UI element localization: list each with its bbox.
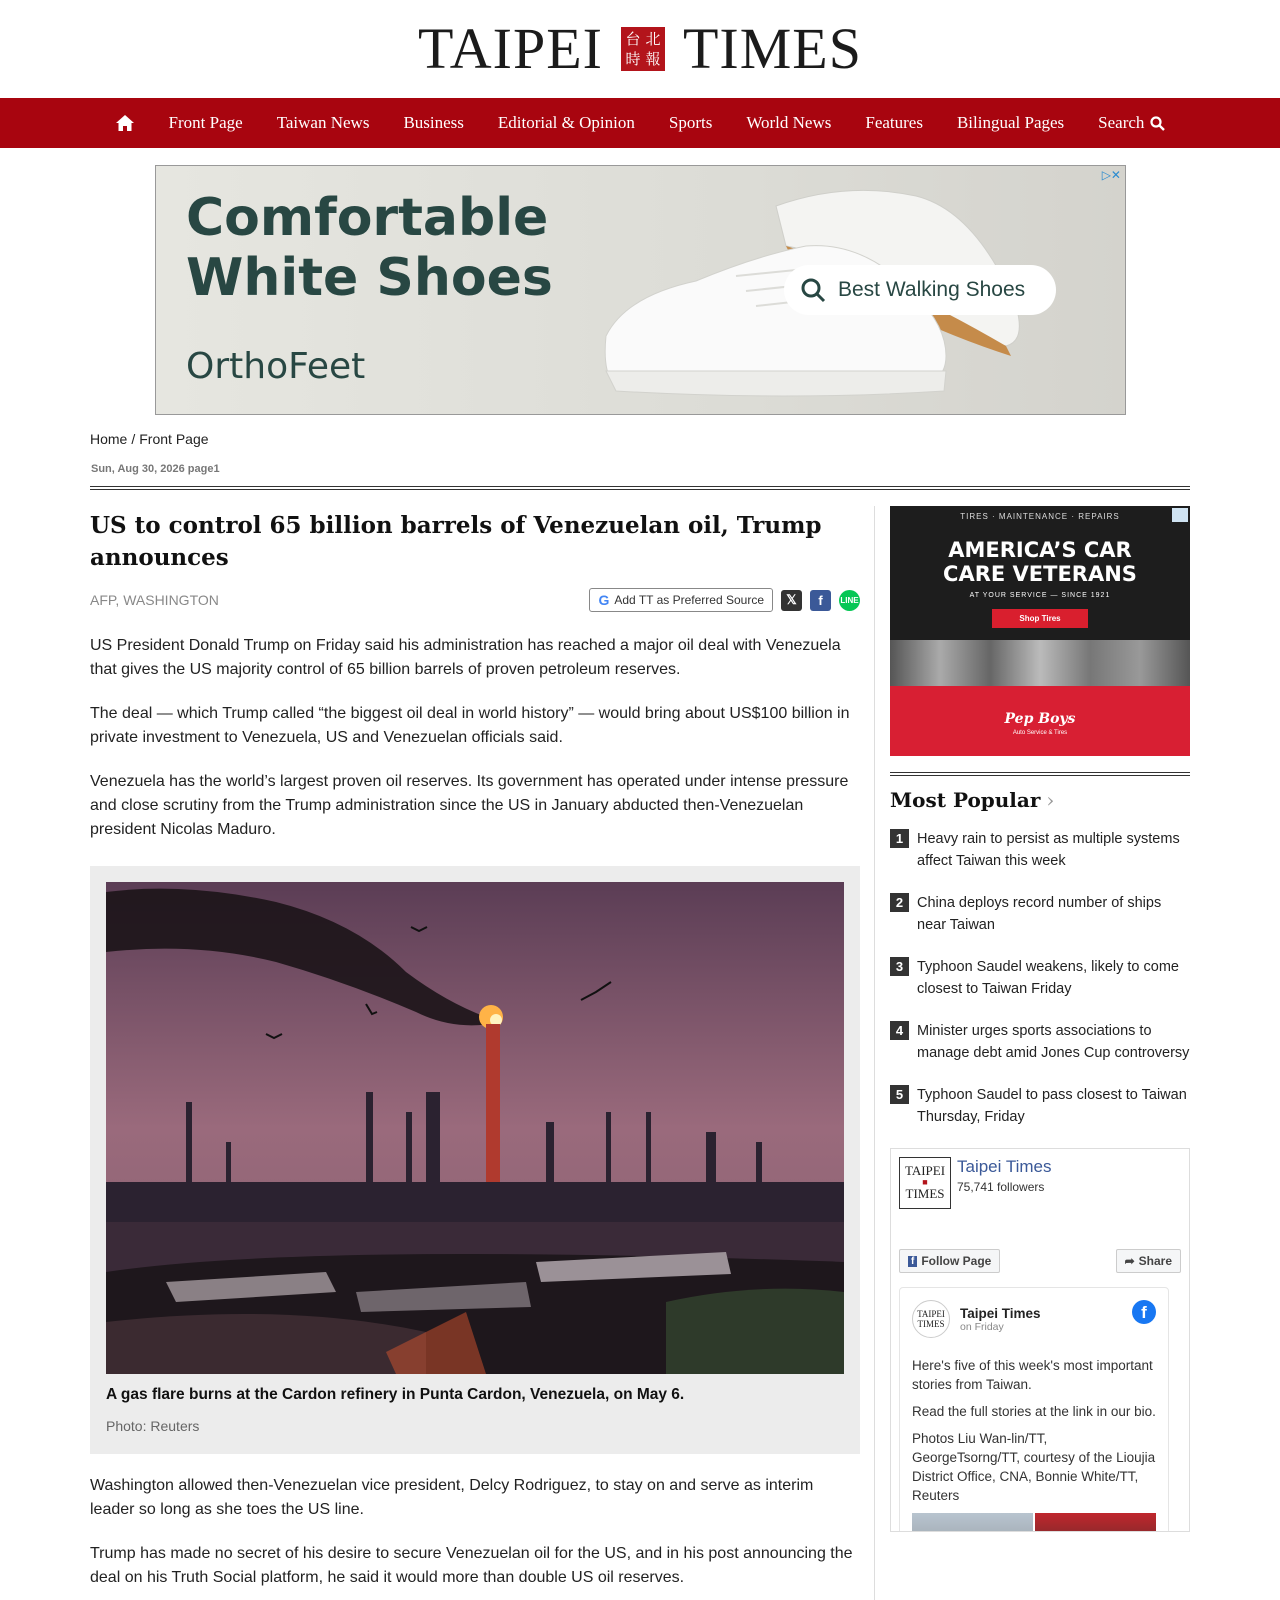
nav-front-page[interactable]: Front Page <box>168 113 243 132</box>
sidebar-ad-brand: Pep Boys <box>1004 711 1076 727</box>
breadcrumb <box>90 431 209 447</box>
rank-badge: 1 <box>890 829 909 848</box>
column-divider <box>874 506 875 1600</box>
most-popular-link[interactable]: Typhoon Saudel weakens, likely to come closest to Taiwan Friday <box>917 959 1179 997</box>
article-paragraph: US President Donald Trump on Friday said his administration has reached a major oil deal with Venezuela that gives the US majority control of 65 billion barrels of proven petroleum reserves. <box>90 637 841 678</box>
ad-headline <box>186 188 553 308</box>
post-text: Photos Liu Wan-lin/TT, GeorgeTsorng/TT, courtesy of the Lioujia District Office, CNA, Bonnie White/TT, Reuters <box>912 1431 1156 1503</box>
facebook-followers: 75,741 followers <box>957 1180 1045 1194</box>
article-photo <box>90 866 860 1454</box>
article-paragraph: Washington allowed then-Venezuelan vice president, Delcy Rodriguez, to stay on and serve as interim leader so long as she toes the US line. <box>90 1477 814 1518</box>
adchoices-icon[interactable] <box>1172 508 1188 522</box>
post-image <box>1035 1513 1156 1532</box>
list-item[interactable] <box>890 828 1190 872</box>
top-banner-ad[interactable] <box>155 165 1126 415</box>
post-image <box>912 1513 1033 1532</box>
most-popular-list <box>890 828 1190 1128</box>
seal-char: 時 <box>625 50 641 68</box>
adchoices-icon[interactable]: ▷✕ <box>1101 168 1121 182</box>
follow-page-button[interactable] <box>899 1249 1000 1273</box>
share-bar <box>589 588 860 612</box>
nav-bilingual-pages[interactable]: Bilingual Pages <box>956 113 1065 132</box>
ad-brand-logo: OrthoFeet <box>186 346 366 387</box>
sidebar-ad-sub: AT YOUR SERVICE — SINCE 1921 <box>969 592 1111 599</box>
follow-page-label: Follow Page <box>921 1254 992 1268</box>
article-title: US to control 65 billion barrels of Venezuelan oil, Trump announces <box>90 512 822 571</box>
most-popular-link[interactable]: China deploys record number of ships near Taiwan <box>917 895 1162 933</box>
sidebar-ad[interactable] <box>890 506 1190 756</box>
breadcrumb-home[interactable]: Home <box>90 431 128 447</box>
nav-search-label: Search <box>1098 113 1145 132</box>
post-time[interactable]: on Friday <box>960 1320 1004 1333</box>
article-paragraph: The deal — which Trump called “the biggest oil deal in world history” — would bring about US$100 billion in private investment to Venezuela, US and Venezuelan officials said. <box>90 705 850 746</box>
rank-badge: 3 <box>890 957 909 976</box>
seal-char: 北 <box>645 30 661 48</box>
masthead-times[interactable]: TIMES <box>682 16 862 81</box>
nav-home[interactable] <box>115 114 135 132</box>
home-icon <box>115 114 135 132</box>
masthead-seal-logo[interactable] <box>621 27 665 71</box>
list-item[interactable] <box>890 1020 1190 1064</box>
sidebar-ad-headline-line-1: AMERICA’S CAR <box>948 538 1132 562</box>
seal-char: 台 <box>625 30 641 48</box>
ad-headline-line-1: Comfortable <box>186 188 549 248</box>
rank-badge: 5 <box>890 1085 909 1104</box>
article <box>90 510 860 1590</box>
post-text: Read the full stories at the link in our bio. <box>912 1404 1156 1419</box>
article-paragraph: Venezuela has the world’s largest proven oil reserves. Its government has operated under intense pressure and close scrutiny from the Trump administration since the US in January abducted then-Venezuelan president Nicolas Maduro. <box>90 773 849 838</box>
share-button[interactable] <box>1116 1249 1181 1273</box>
photo-credit: Photo: Reuters <box>106 1418 200 1434</box>
share-icon: ➦ <box>1124 1254 1135 1268</box>
sidebar <box>890 506 1190 1532</box>
nav-sports[interactable]: Sports <box>668 113 713 132</box>
most-popular-link[interactable]: Minister urges sports associations to manage debt amid Jones Cup controversy <box>917 1023 1190 1061</box>
nav-editorial-opinion[interactable]: Editorial & Opinion <box>497 113 635 132</box>
facebook-share-icon[interactable]: f <box>810 590 831 611</box>
post-images[interactable] <box>912 1513 1156 1532</box>
seal-icon: ■ <box>922 1177 928 1187</box>
nav-features[interactable]: Features <box>865 113 923 132</box>
facebook-icon: f <box>908 1256 917 1267</box>
most-popular-heading[interactable] <box>890 788 1190 812</box>
preferred-source-label: Add TT as Preferred Source <box>614 593 764 607</box>
fb-logo-bottom: TIMES <box>905 1186 945 1201</box>
post-text: Here's five of this week's most important stories from Taiwan. <box>912 1358 1153 1392</box>
list-item[interactable] <box>890 892 1190 936</box>
preferred-source-button[interactable] <box>589 588 773 612</box>
avatar-bottom: TIMES <box>917 1319 945 1329</box>
nav-world-news[interactable]: World News <box>746 113 832 132</box>
google-icon: G <box>598 592 610 608</box>
ad-search-pill-label: Best Walking Shoes <box>838 278 1026 301</box>
main-nav <box>0 98 1280 148</box>
facebook-icon[interactable]: f <box>1132 1300 1156 1324</box>
seal-char: 報 <box>645 50 661 68</box>
dateline: Sun, Aug 30, 2026 page1 <box>91 463 220 475</box>
rank-badge: 4 <box>890 1021 909 1040</box>
breadcrumb-front-page[interactable]: Front Page <box>139 431 209 447</box>
x-share-icon[interactable]: 𝕏 <box>781 590 802 611</box>
shop-tires-button[interactable]: Shop Tires <box>992 609 1088 628</box>
chevron-right-icon: › <box>1046 788 1055 812</box>
list-item[interactable] <box>890 1084 1190 1128</box>
sidebar-ad-headline-line-2: CARE VETERANS <box>943 562 1137 586</box>
facebook-page-name[interactable]: Taipei Times <box>957 1157 1052 1176</box>
sidebar-ad-tag: TIRES · MAINTENANCE · REPAIRS <box>960 512 1120 521</box>
list-item[interactable] <box>890 956 1190 1000</box>
rank-badge: 2 <box>890 893 909 912</box>
post-author[interactable]: Taipei Times <box>960 1305 1041 1321</box>
sidebar-ad-headline <box>890 538 1190 586</box>
divider <box>890 772 1190 776</box>
divider <box>90 486 1190 490</box>
avatar[interactable] <box>912 1300 950 1338</box>
nav-search[interactable] <box>1098 113 1165 133</box>
article-paragraph: Trump has made no secret of his desire to secure Venezuelan oil for the US, and in his post announcing the deal on his Truth Social platform, he said it would more than double US oil reserves. <box>90 1545 853 1586</box>
most-popular-title: Most Popular <box>890 788 1041 812</box>
sidebar-ad-brand-sub: Auto Service & Tires <box>1012 730 1068 736</box>
sidebar-ad-photo-strip <box>890 640 1190 686</box>
avatar-top: TAIPEI <box>917 1309 945 1319</box>
search-icon <box>800 277 826 303</box>
nav-business[interactable]: Business <box>403 113 464 132</box>
facebook-page-logo[interactable] <box>899 1157 951 1209</box>
masthead-taipei[interactable]: TAIPEI <box>418 16 603 81</box>
line-share-icon[interactable]: LINE <box>839 590 860 611</box>
photo-caption: A gas flare burns at the Cardon refinery in Punta Cardon, Venezuela, on May 6. <box>106 1386 685 1403</box>
ad-headline-line-2: White Shoes <box>186 248 553 308</box>
nav-taiwan-news[interactable]: Taiwan News <box>276 113 370 132</box>
article-byline: AFP, WASHINGTON <box>90 592 219 608</box>
facebook-post <box>899 1287 1169 1532</box>
facebook-widget <box>890 1148 1190 1532</box>
search-icon <box>1150 116 1165 131</box>
fb-logo-top: TAIPEI <box>904 1163 946 1178</box>
most-popular-link[interactable]: Typhoon Saudel to pass closest to Taiwan Thursday, Friday <box>917 1087 1187 1125</box>
breadcrumb-separator: / <box>131 431 136 447</box>
share-label: Share <box>1138 1254 1172 1268</box>
refinery-photo[interactable] <box>106 882 844 1374</box>
masthead <box>0 0 1280 98</box>
ad-search-pill[interactable] <box>784 265 1056 315</box>
most-popular-link[interactable]: Heavy rain to persist as multiple systems affect Taiwan this week <box>917 831 1180 869</box>
